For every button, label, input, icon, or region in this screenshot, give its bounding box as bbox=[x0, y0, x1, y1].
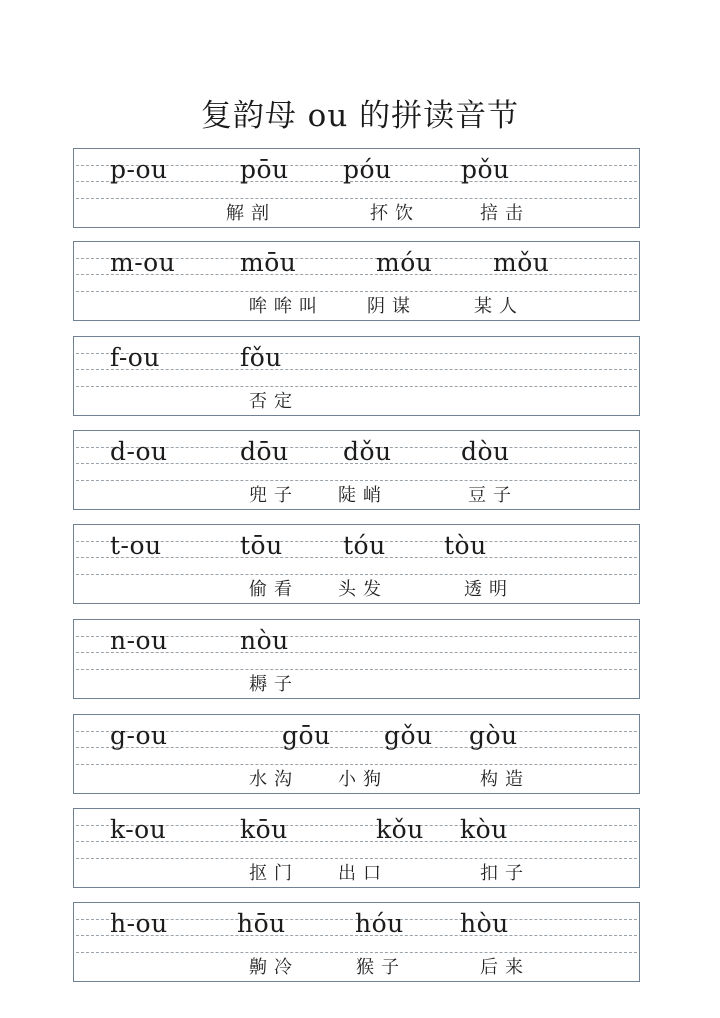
guide-line-middle bbox=[76, 369, 637, 370]
guide-line-bottom bbox=[76, 764, 637, 765]
syllable-row bbox=[73, 430, 640, 510]
pinyin-syllable: mōu bbox=[240, 248, 297, 277]
example-word: 扣子 bbox=[480, 863, 530, 884]
guide-line-bottom bbox=[76, 386, 637, 387]
guide-line-top bbox=[76, 353, 637, 354]
pinyin-syllable: tòu bbox=[444, 531, 487, 560]
example-word: 阴谋 bbox=[367, 296, 417, 317]
example-word: 抔饮 bbox=[370, 203, 420, 224]
example-word: 齁冷 bbox=[249, 957, 299, 978]
guide-line-bottom bbox=[76, 291, 637, 292]
syllable-formula: m-ou bbox=[110, 248, 176, 277]
example-word: 水沟 bbox=[249, 769, 299, 790]
pinyin-syllable: kǒu bbox=[376, 815, 424, 844]
syllable-row bbox=[73, 148, 640, 228]
syllable-formula: p-ou bbox=[110, 155, 168, 184]
syllable-row bbox=[73, 241, 640, 321]
pinyin-syllable: fǒu bbox=[240, 343, 282, 372]
example-word: 陡峭 bbox=[338, 485, 388, 506]
guide-line-bottom bbox=[76, 198, 637, 199]
syllable-formula: t-ou bbox=[110, 531, 162, 560]
syllable-formula: d-ou bbox=[110, 437, 168, 466]
example-word: 解剖 bbox=[226, 203, 276, 224]
syllable-formula: f-ou bbox=[110, 343, 160, 372]
pinyin-syllable: tōu bbox=[240, 531, 283, 560]
syllable-row bbox=[73, 336, 640, 416]
syllable-row bbox=[73, 902, 640, 982]
example-word: 后来 bbox=[480, 957, 530, 978]
pinyin-syllable: mǒu bbox=[493, 248, 550, 277]
example-word: 抠门 bbox=[249, 863, 299, 884]
pinyin-syllable: nòu bbox=[240, 626, 289, 655]
syllable-formula: g-ou bbox=[110, 721, 168, 750]
pinyin-syllable: pōu bbox=[240, 155, 289, 184]
pinyin-syllable: hōu bbox=[237, 909, 286, 938]
example-word: 偷看 bbox=[249, 579, 299, 600]
example-word: 豆子 bbox=[468, 485, 518, 506]
pinyin-syllable: dòu bbox=[461, 437, 510, 466]
example-word: 兜子 bbox=[249, 485, 299, 506]
pinyin-syllable: gǒu bbox=[384, 721, 433, 750]
pinyin-syllable: móu bbox=[376, 248, 433, 277]
pinyin-syllable: dōu bbox=[240, 437, 289, 466]
example-word: 出口 bbox=[338, 863, 388, 884]
syllable-row bbox=[73, 524, 640, 604]
pinyin-syllable: tóu bbox=[343, 531, 386, 560]
example-word: 小狗 bbox=[338, 769, 388, 790]
example-word: 构造 bbox=[480, 769, 530, 790]
page-title: 复韵母 ou 的拼读音节 bbox=[200, 98, 520, 134]
syllable-row bbox=[73, 619, 640, 699]
pinyin-syllable: dǒu bbox=[343, 437, 392, 466]
guide-line-bottom bbox=[76, 952, 637, 953]
pinyin-syllable: hòu bbox=[460, 909, 509, 938]
example-word: 耨子 bbox=[249, 674, 299, 695]
pinyin-syllable: kōu bbox=[240, 815, 288, 844]
syllable-row bbox=[73, 808, 640, 888]
example-word: 某人 bbox=[474, 296, 524, 317]
pinyin-syllable: pǒu bbox=[461, 155, 510, 184]
pinyin-syllable: gōu bbox=[282, 721, 331, 750]
pinyin-syllable: gòu bbox=[469, 721, 518, 750]
example-word: 掊击 bbox=[480, 203, 530, 224]
pinyin-syllable: hóu bbox=[355, 909, 404, 938]
example-word: 透明 bbox=[464, 579, 514, 600]
example-word: 猴子 bbox=[356, 957, 406, 978]
guide-line-bottom bbox=[76, 480, 637, 481]
example-word: 否定 bbox=[249, 391, 299, 412]
syllable-formula: n-ou bbox=[110, 626, 168, 655]
pinyin-syllable: kòu bbox=[460, 815, 508, 844]
guide-line-bottom bbox=[76, 669, 637, 670]
syllable-formula: h-ou bbox=[110, 909, 168, 938]
guide-line-bottom bbox=[76, 858, 637, 859]
example-word: 哞哞叫 bbox=[249, 296, 324, 317]
syllable-row bbox=[73, 714, 640, 794]
pinyin-syllable: póu bbox=[343, 155, 392, 184]
syllable-formula: k-ou bbox=[110, 815, 167, 844]
guide-line-bottom bbox=[76, 574, 637, 575]
example-word: 头发 bbox=[338, 579, 388, 600]
